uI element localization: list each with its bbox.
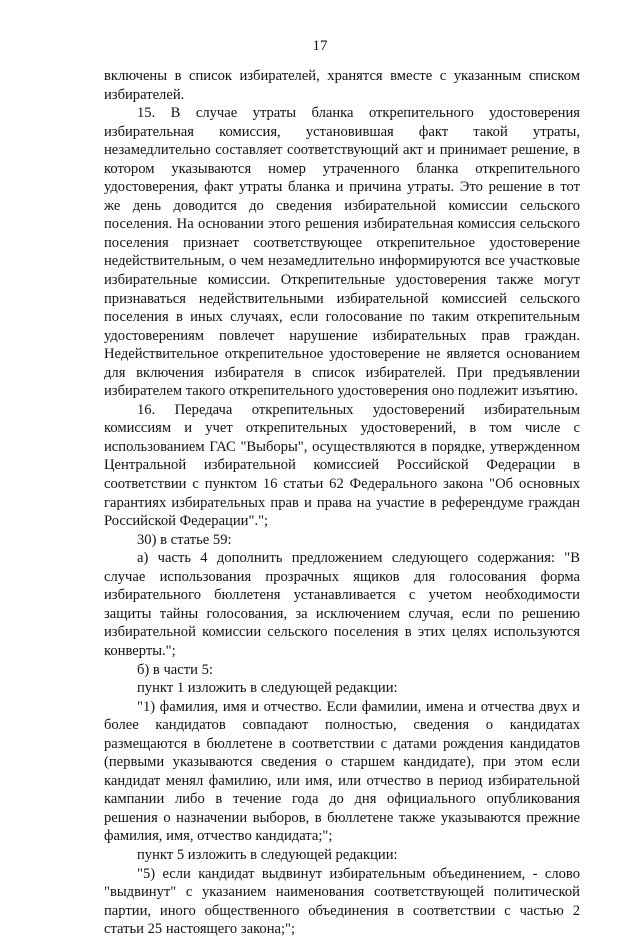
paragraph-part-5: б) в части 5: bbox=[137, 661, 213, 678]
paragraph-point-5-intro: пункт 5 изложить в следующей редакции: bbox=[137, 846, 398, 863]
paragraph-part-4: а) часть 4 дополнить предложением следующего содержания: "В случае использования прозрачных ящиков для голосования форма избирательного бюллетеня устанавливается с учетом необходимости защиты тайны голосования, за исключением случая, если по решению избирательной комиссии сельского поселения в этих целях используются конверты."; bbox=[104, 550, 580, 659]
paragraph-continuation: включены в список избирателей, хранятся вместе с указанным списком избирателей. bbox=[104, 68, 580, 103]
paragraph-article-59: 30) в статье 59: bbox=[137, 531, 232, 548]
paragraph-point-5-text: "5) если кандидат выдвинут избирательным объединением, - слово "выдвинут" с указанием наименования соответствующей политической партии, иного общественного объединения в соответствии с частью 2 статьи 25 настоящего закона;"; bbox=[104, 865, 580, 938]
paragraph-point-1-intro: пункт 1 изложить в следующей редакции: bbox=[137, 680, 398, 697]
paragraph-item-16: 16. Передача открепительных удостоверений избирательным комиссиям и учет открепительных удостоверений, в том числе с использованием ГАС "Выборы", осуществляются в порядке, утвержденном Центральной избирательной комиссией Российской Федерации в соответствии с пунктом 16 статьи 62 Федерального закона "Об основных гарантиях избирательных прав и права на участие в референдуме граждан Российской Федерации"."; bbox=[104, 401, 580, 530]
paragraph-item-15: 15. В случае утраты бланка открепительного удостоверения избирательная комиссия, установившая факт такой утраты, незамедлительно составляет соответствующий акт и принимает решение, в котором указываются номер утраченного бланка открепительного удостоверения, факт утраты бланка и причина утраты. Это решение в тот же день доводится до сведения избирательной комиссии сельского поселения. На основании этого решения избирательная комиссия сельского поселения признает соответствующее открепительное удостоверение недействительным, о чем незамедлительно информируются все участковые избирательные комиссии. Открепительные удостоверения также могут признаваться недействительными избирательной комиссией сельского поселения в иных случаях, если голосование по таким открепительным удостоверениям повлечет нарушение избирательных прав граждан. Недействительное открепительное удостоверение не является основанием для включения избирателя в список избирателей. При предъявлении избирателем такого открепительного удостоверения оно подлежит изъятию. bbox=[104, 105, 580, 400]
paragraph-point-1-text: "1) фамилия, имя и отчество. Если фамилии, имена и отчества двух и более кандидатов совпадают полностью, сведения о кандидатах размещаются в бюллетене в соответствии с датами рождения кандидатов (первыми указываются сведения о старшем кандидате), при этом если кандидат менял фамилию, или имя, или отчество в период избирательной кампании либо в течение года до дня официального опубликования решения о назначении выборов, в бюллетене также указываются прежние фамилия, имя, отчество кандидата;"; bbox=[104, 698, 580, 845]
document-body bbox=[104, 67, 580, 939]
page-number: 17 bbox=[312, 38, 328, 54]
